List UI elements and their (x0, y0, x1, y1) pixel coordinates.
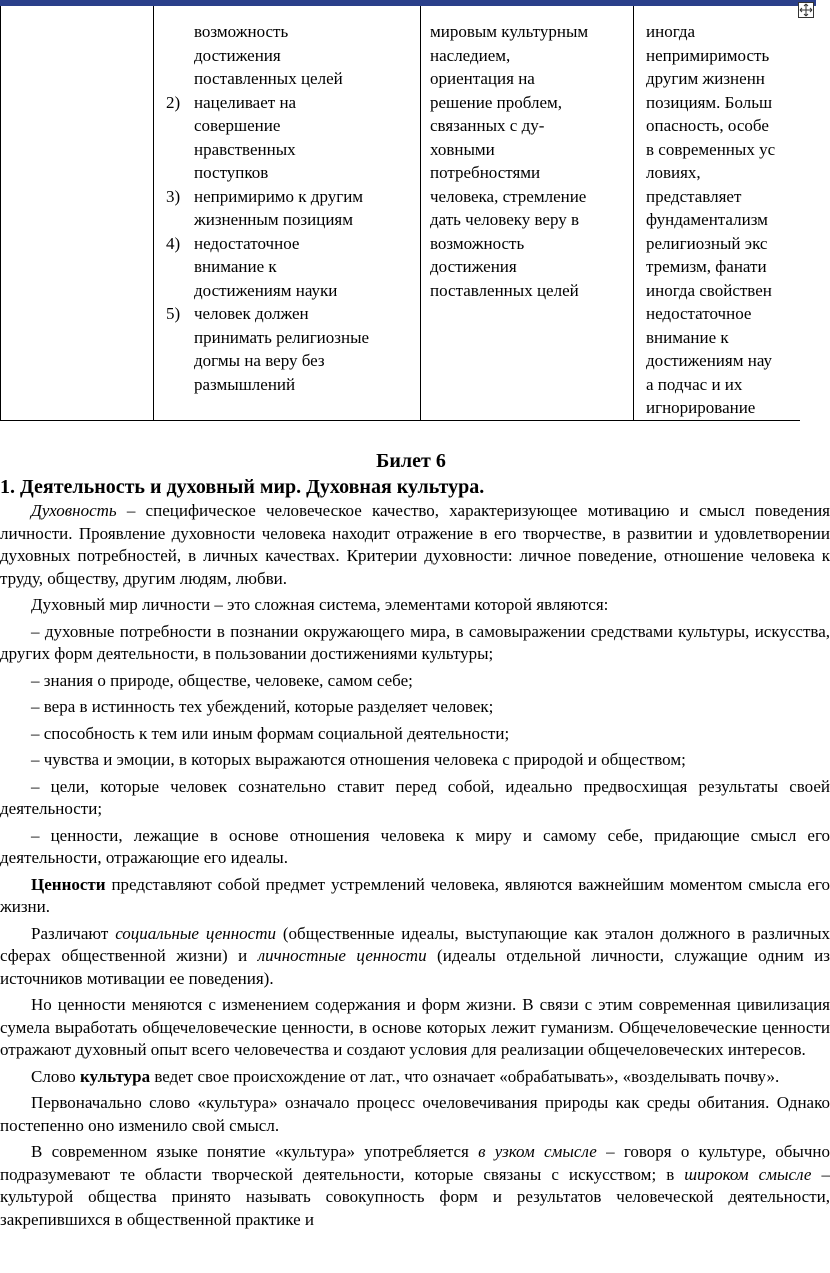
term-broad-sense: широком смысле (684, 1164, 812, 1184)
cell-line: потребностями (430, 163, 541, 182)
list-item: – чувства и эмоции, в которых выражаются отношения человека с природой и обществом; (31, 750, 686, 769)
paragraph-text: – говоря о культуре, обычно подразумевают те области творческой деятельности, которые связаны с искусством; в (0, 1142, 830, 1184)
cell-line: игнорирование (646, 398, 756, 417)
paragraph-text: ведет свое происхождение от лат., что означает «обрабатывать», «возделывать почву». (150, 1066, 780, 1086)
table-cell-goals (430, 20, 630, 302)
cell-line: связанных с ду- (430, 116, 545, 135)
table-column-divider (633, 6, 634, 420)
section-heading: 1. Деятельность и духовный мир. Духовная культура. (0, 476, 485, 498)
paragraph-original-meaning: Первоначально слово «культура» означало процесс очеловечивания природы как среды обитания. Однако постепенно оно изменило свой смысл. (0, 1093, 830, 1135)
cell-line: внимание к (646, 327, 729, 347)
list-item: принимать религиозные (194, 327, 370, 347)
term-narrow-sense: в узком смысле (478, 1142, 597, 1161)
list-item: внимание к (194, 257, 277, 276)
paragraph-text: представляют собой предмет устремлений человека, являются важнейшим моментом смысла его жизни. (0, 874, 830, 916)
list-item: нравственных (194, 139, 296, 159)
list-item: – вера в истинность тех убеждений, которые разделяет человек; (31, 697, 494, 716)
list-item: 3) непримиримо к другим (166, 186, 364, 206)
paragraph-text: Различают (31, 923, 116, 943)
cell-line: решение проблем, (430, 92, 563, 112)
cell-line: поставленных целей (430, 280, 579, 300)
cell-line: наследием, (430, 45, 511, 65)
list-item: догмы на веру без (194, 351, 325, 370)
cell-line: иногда свойствен (646, 280, 772, 300)
cell-line: достижения (430, 257, 517, 276)
paragraph-text: Слово (31, 1066, 80, 1086)
list-item: поставленных целей (194, 69, 343, 88)
table-cell-risks (646, 20, 800, 420)
list-item: возможность (194, 22, 289, 41)
cell-line: опасность, особе (646, 116, 769, 135)
list-item: достижения (194, 45, 281, 65)
table-column-divider (420, 6, 421, 420)
cell-line: мировым культурным (430, 22, 589, 41)
cell-line: ловиях, (646, 163, 701, 182)
paragraph-spiritual-world: Духовный мир личности – это сложная система, элементами которой являются: (31, 595, 609, 614)
list-item: поступков (194, 163, 269, 182)
cell-line: человека, стремление (430, 186, 587, 206)
cell-line: непримиримость (646, 45, 770, 65)
paragraph-values-change: Но ценности меняются с изменением содержания и форм жизни. В связи с этим современная цивилизация сумела выработать общечеловеческие ценности, в основе которых лежит гуманизм. Общечеловеческие ценности отражают духовный опыт всего человечества и создают условия для реализации общечеловеческих интересов. (0, 995, 830, 1059)
term-social-values: социальные ценности (115, 923, 276, 943)
cell-line: позициям. Больш (646, 92, 773, 112)
list-item: достижениям науки (194, 280, 338, 300)
cell-line: возможность (430, 233, 525, 253)
list-item: размышлений (194, 374, 296, 394)
list-item: совершение (194, 116, 281, 135)
ticket-title: Билет 6 (376, 450, 446, 472)
list-item: 5) человек должен (166, 304, 309, 323)
paragraph-text: – культурой общества принято называть совокупность форм и результатов человеческой деятельности, закрепившихся в общественной практике и (0, 1164, 830, 1229)
cell-line: фундаментализм (646, 210, 768, 229)
list-item: – цели, которые человек сознательно ставит перед собой, идеально предвосхищая результаты своей деятельности; (0, 776, 830, 818)
paragraph-value-kinds (0, 923, 830, 991)
list-item: 4) недостаточное (166, 233, 300, 253)
term-personal-values: личностные ценности (257, 946, 427, 965)
table-column-divider (153, 6, 154, 420)
cell-line: достижениям нау (646, 351, 773, 370)
paragraph-word-culture (0, 1066, 830, 1089)
cell-line: недостаточное (646, 304, 752, 323)
paragraph-text: В современном языке понятие «культура» употребляется (31, 1142, 479, 1161)
comparison-table (0, 6, 800, 421)
paragraph-modern-meaning (0, 1141, 830, 1231)
list-item: – духовные потребности в познании окружающего мира, в самовыражении средствами культуры, искусства, других форм деятельности, в пользовании достижениями культуры; (0, 621, 830, 663)
paragraph-text: – специфическое человеческое качество, характеризующее мотивацию и смысл поведения личности. Проявление духовности человека находит отражение в его творчестве, в развитии и удовлетворении духовных потребностей, в личных качествах. Критерии духовности: личное поведение, отношение человека к труду, обществу, другим людям, любви. (0, 501, 830, 588)
paragraph-spirituality (0, 500, 830, 590)
cell-line: тремизм, фанати (646, 257, 767, 276)
term-culture: культура (79, 1066, 151, 1086)
cell-line: дать человеку веру в (430, 210, 580, 229)
table-border-left (0, 6, 1, 420)
cell-line: ориентация на (430, 69, 535, 88)
list-item: – ценности, лежащие в основе отношения человека к миру и самому себе, придающие смысл его деятельности, отражающие его идеалы. (0, 825, 830, 867)
paragraph-text: (общественные идеалы, выступающие как эталон должного в различных сферах общественной жизни) и (0, 923, 830, 965)
cell-line: а подчас и их (646, 374, 743, 394)
table-move-handle-icon[interactable] (798, 2, 814, 18)
paragraph-values (0, 874, 830, 919)
term-spirituality: Духовность (31, 501, 117, 520)
term-values: Ценности (31, 874, 106, 894)
list-item: – способность к тем или иным формам социальной деятельности; (31, 723, 510, 743)
document-body (0, 448, 830, 1273)
cell-line: религиозный экс (646, 233, 768, 253)
paragraph-text: (идеалы отдельной личности, служащие одним из источников мотивации ее поведения). (0, 946, 830, 988)
cell-line: ховными (430, 139, 495, 159)
list-item: жизненным позициям (194, 210, 354, 229)
cell-line: представляет (646, 186, 742, 206)
list-item: – знания о природе, обществе, человеке, самом себе; (31, 670, 413, 690)
cell-line: иногда (646, 22, 696, 41)
list-item: 2) нацеливает на (166, 92, 297, 112)
cell-line: в современных ус (646, 139, 776, 159)
cell-line: другим жизненн (646, 69, 765, 88)
table-cell-features (158, 20, 418, 396)
